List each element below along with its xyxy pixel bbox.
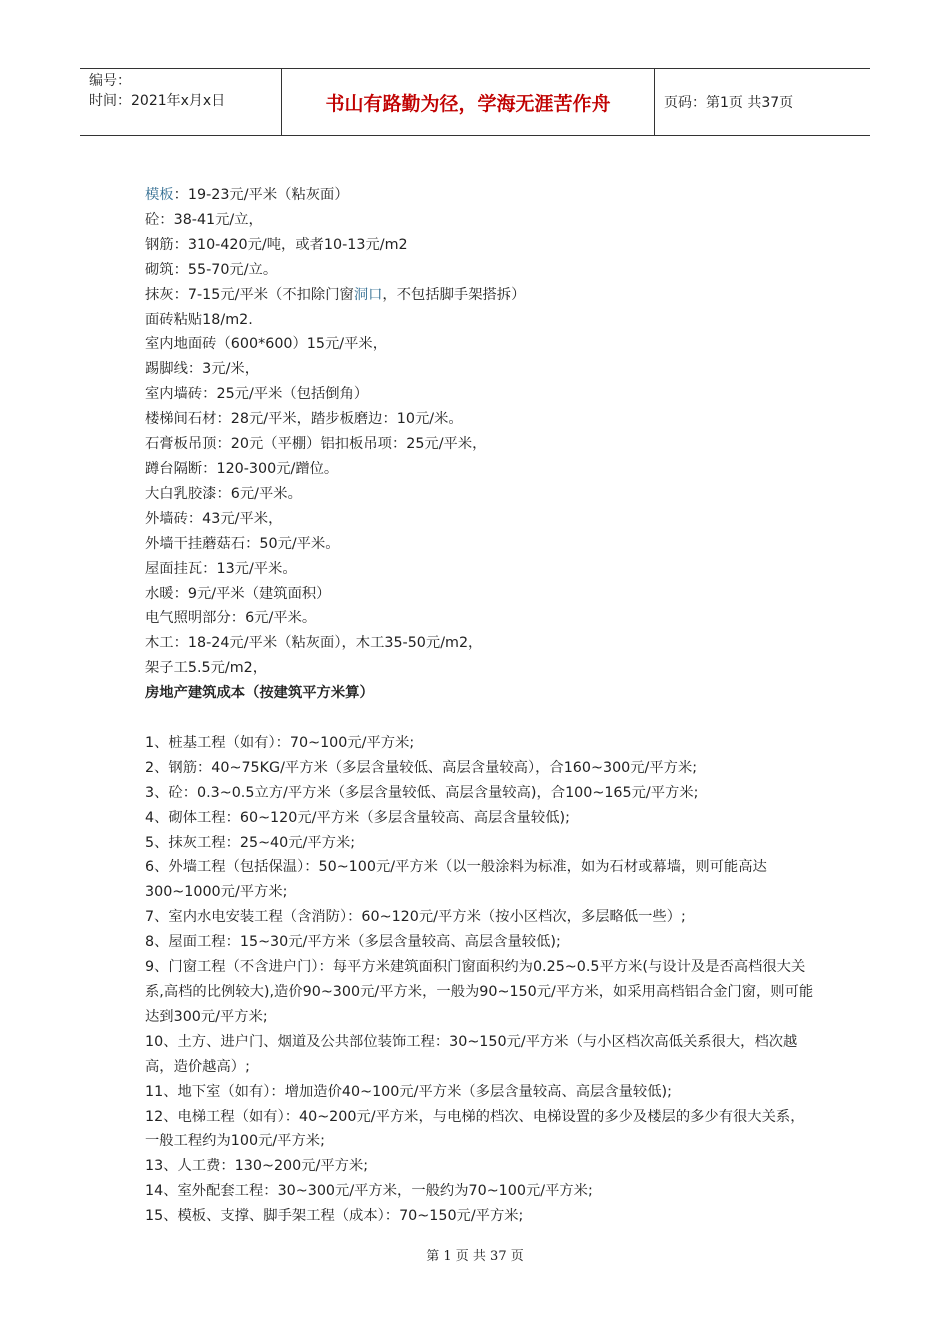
document-number-label: 编号： <box>89 73 131 89</box>
document-body <box>145 183 815 1229</box>
template-link[interactable]: 模板 <box>145 187 174 203</box>
cost-item: 13、人工费：130~200元/平方米; <box>145 1158 369 1175</box>
price-line: 电气照明部分：6元/平米。 <box>145 610 317 627</box>
price-line: 钢筋：310-420元/吨，或者10-13元/m2 <box>145 236 408 253</box>
price-line: 架子工5.5元/m2， <box>145 660 268 677</box>
price-line: 砼：38-41元/立， <box>145 211 263 228</box>
price-line: 外墙干挂蘑菇石：50元/平米。 <box>145 535 340 552</box>
cost-item: 9、门窗工程（不含进户门）：每平方米建筑面积门窗面积约为0.25~0.5平方米(与设计及是否高档很大关系,高档的比例较大),造价90~300元/平方米，一般为90~150元/平方米，如采用高档铝合金门窗，则可能达到300元/平方米; <box>145 959 814 1025</box>
header-meta <box>80 69 282 135</box>
cost-item: 7、室内水电安装工程（含消防）：60~120元/平方米（按小区档次，多层略低一些）; <box>145 909 686 926</box>
spacer <box>145 706 815 731</box>
cost-item: 4、砌体工程：60~120元/平方米（多层含量较高、高层含量较低); <box>145 809 570 826</box>
opening-link[interactable]: 洞口 <box>353 286 383 303</box>
price-line: 屋面挂瓦：13元/平米。 <box>145 560 297 577</box>
cost-item: 8、屋面工程：15~30元/平方米（多层含量较高、高层含量较低); <box>145 934 561 951</box>
price-line: 面砖粘贴18/m2. <box>145 311 253 328</box>
cost-item: 12、电梯工程（如有）：40~200元/平方米，与电梯的档次、电梯设置的多少及楼层的多少有很大关系，一般工程约为100元/平方米; <box>145 1108 805 1150</box>
cost-item: 6、外墙工程（包括保温）：50~100元/平方米（以一般涂料为标准，如为石材或幕墙，则可能高达300~1000元/平方米; <box>145 859 767 901</box>
cost-item: 14、室外配套工程：30~300元/平方米，一般约为70~100元/平方米; <box>145 1183 593 1200</box>
cost-item: 2、钢筋：40~75KG/平方米（多层含量较低、高层含量较高），合160~300元/平方米; <box>145 759 698 776</box>
header-motto: 书山有路勤为径，学海无涯苦作舟 <box>282 69 655 135</box>
price-line: 模板：19-23元/平米（粘灰面） <box>145 187 349 203</box>
price-line: 室内墙砖：25元/平米（包括倒角） <box>145 386 369 403</box>
cost-item: 15、模板、支撑、脚手架工程（成本）：70~150元/平方米; <box>145 1208 524 1225</box>
header-page-number: 页码：第1页 共37页 <box>664 95 794 111</box>
price-line: 踢脚线：3元/米， <box>145 361 259 378</box>
price-line: 外墙砖：43元/平米， <box>145 510 283 527</box>
price-line: 室内地面砖（600*600）15元/平米， <box>145 336 387 353</box>
price-line: 木工：18-24元/平米（粘灰面），木工35-50元/m2， <box>145 635 483 652</box>
price-line: 抹灰：7-15元/平米（不扣除门窗洞口，不包括脚手架搭拆） <box>145 286 526 303</box>
price-line: 大白乳胶漆：6元/平米。 <box>145 485 302 502</box>
cost-item: 10、土方、进户门、烟道及公共部位装饰工程：30~150元/平方米（与小区档次高低关系很大，档次越高，造价越高）; <box>145 1033 798 1075</box>
section-title: 房地产建筑成本（按建筑平方米算） <box>145 685 374 702</box>
price-line: 蹲台隔断：120-300元/蹭位。 <box>145 460 339 477</box>
price-line: 水暖：9元/平米（建筑面积） <box>145 585 331 602</box>
page-header <box>80 68 870 136</box>
cost-item: 1、桩基工程（如有）：70~100元/平方米; <box>145 734 415 751</box>
page-footer: 第 1 页 共 37 页 <box>426 1249 524 1264</box>
price-line: 砌筑：55-70元/立。 <box>145 261 278 278</box>
price-line: 石膏板吊顶：20元（平棚）铝扣板吊项：25元/平米， <box>145 436 487 453</box>
price-line: 楼梯间石材：28元/平米，踏步板磨边：10元/米。 <box>145 411 463 428</box>
cost-item: 3、砼：0.3~0.5立方/平方米（多层含量较低、高层含量较高)，合100~165元/平方米; <box>145 784 699 801</box>
cost-item: 5、抹灰工程：25~40元/平方米; <box>145 834 356 851</box>
cost-item: 11、地下室（如有）：增加造价40~100元/平方米（多层含量较高、高层含量较低); <box>145 1083 672 1100</box>
document-date: 时间：2021年x月x日 <box>89 93 226 109</box>
